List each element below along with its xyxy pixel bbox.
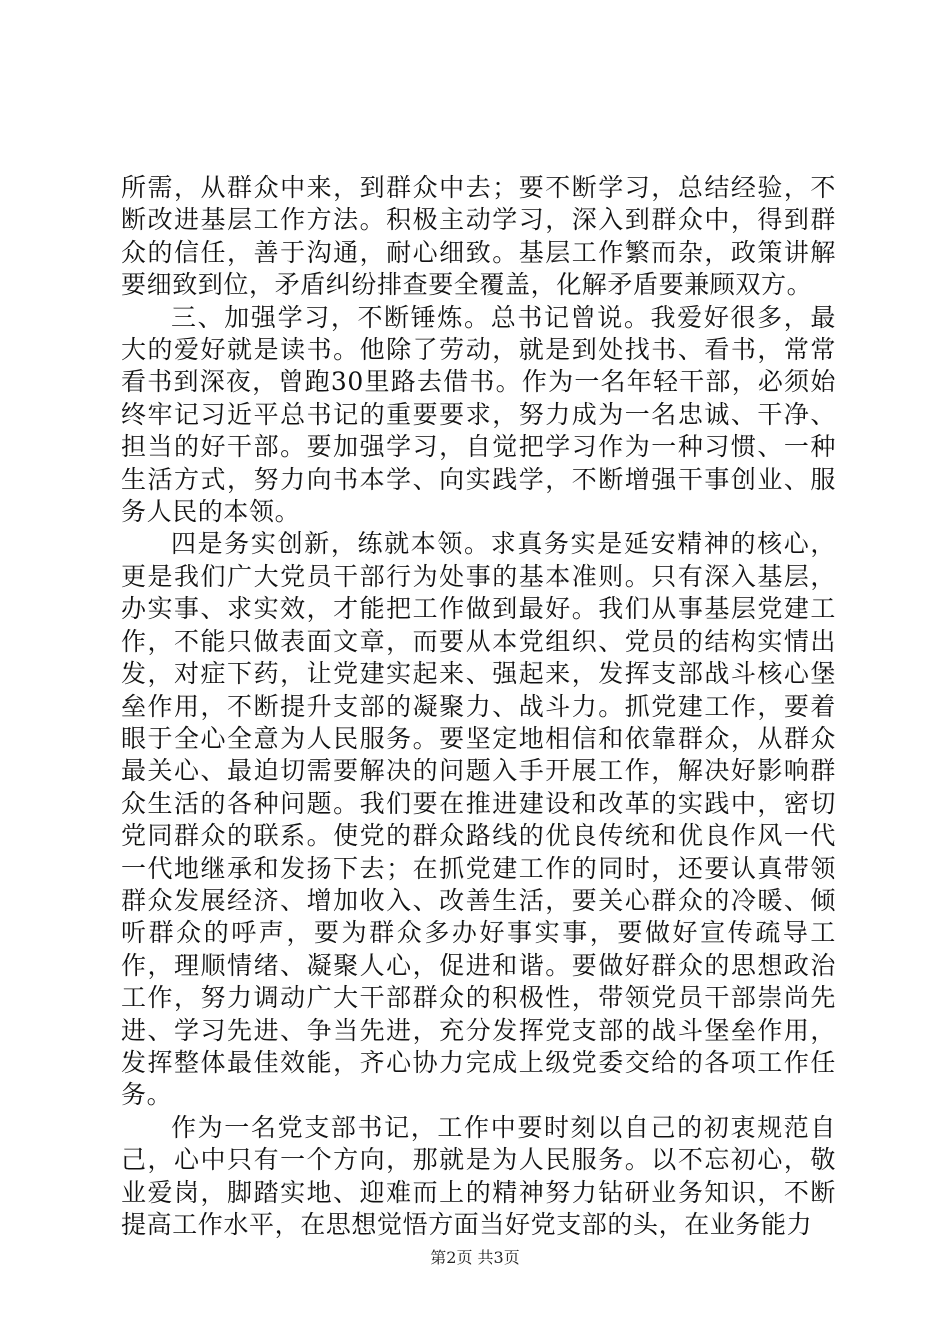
paragraph-section-four: 四是务实创新，练就本领。求真务实是延安精神的核心，更是我们广大党员干部行为处事的基本准则。只有深入基层，办实事、求实效，才能把工作做到最好。我们从事基层党建工作，不能只做表面文章，而要从本党组织、党员的结构实情出发，对症下药，让党建实起来、强起来，发挥支部战斗核心堡垒作用，不断提升支部的凝聚力、战斗力。抓党建工作，要着眼于全心全意为人民服务。要坚定地相信和依靠群众，从群众最关心、最迫切需要解决的问题入手开展工作，解决好影响群众生活的各种问题。我们要在推进建设和改革的实践中，密切党同群众的联系。使党的群众路线的优良传统和优良作风一代一代地继承和发扬下去；在抓党建工作的同时，还要认真带领群众发展经济、增加收入、改善生活，要关心群众的冷暖、倾听群众的呼声，要为群众多办好事实事，要做好宣传疏导工作，理顺情绪、凝聚人心，促进和谐。要做好群众的思想政治工作，努力调动广大干部群众的积极性，带领党员干部崇尚先进、学习先进、争当先进，充分发挥党支部的战斗堡垒作用，发挥整体最佳效能，齐心协力完成上级党委交给的各项工作任务。 <box>121 529 836 1110</box>
paragraph-section-three: 三、加强学习，不断锤炼。总书记曾说。我爱好很多，最大的爱好就是读书。他除了劳动，就是到处找书、看书，常常看书到深夜，曾跑30里路去借书。作为一名年轻干部，必须始终牢记习近平总书记的重要要求，努力成为一名忠诚、干净、担当的好干部。要加强学习，自觉把学习作为一种习惯、一种生活方式，努力向书本学、向实践学，不断增强干事创业、服务人民的本领。 <box>121 302 836 527</box>
page-footer: 第2页 共3页 <box>430 1248 520 1267</box>
document-body <box>121 172 836 1241</box>
paragraph-continued: 所需，从群众中来，到群众中去；要不断学习，总结经验，不断改进基层工作方法。积极主动学习，深入到群众中，得到群众的信任，善于沟通，耐心细致。基层工作繁而杂，政策讲解要细致到位，矛盾纠纷排查要全覆盖，化解矛盾要兼顾双方。 <box>121 173 836 300</box>
paragraph-party-secretary: 作为一名党支部书记，工作中要时刻以自己的初衷规范自己，心中只有一个方向，那就是为人民服务。以不忘初心，敬业爱岗，脚踏实地、迎难而上的精神努力钻研业务知识，不断提高工作水平，在思想觉悟方面当好党支部的头，在业务能力 <box>121 1112 836 1239</box>
